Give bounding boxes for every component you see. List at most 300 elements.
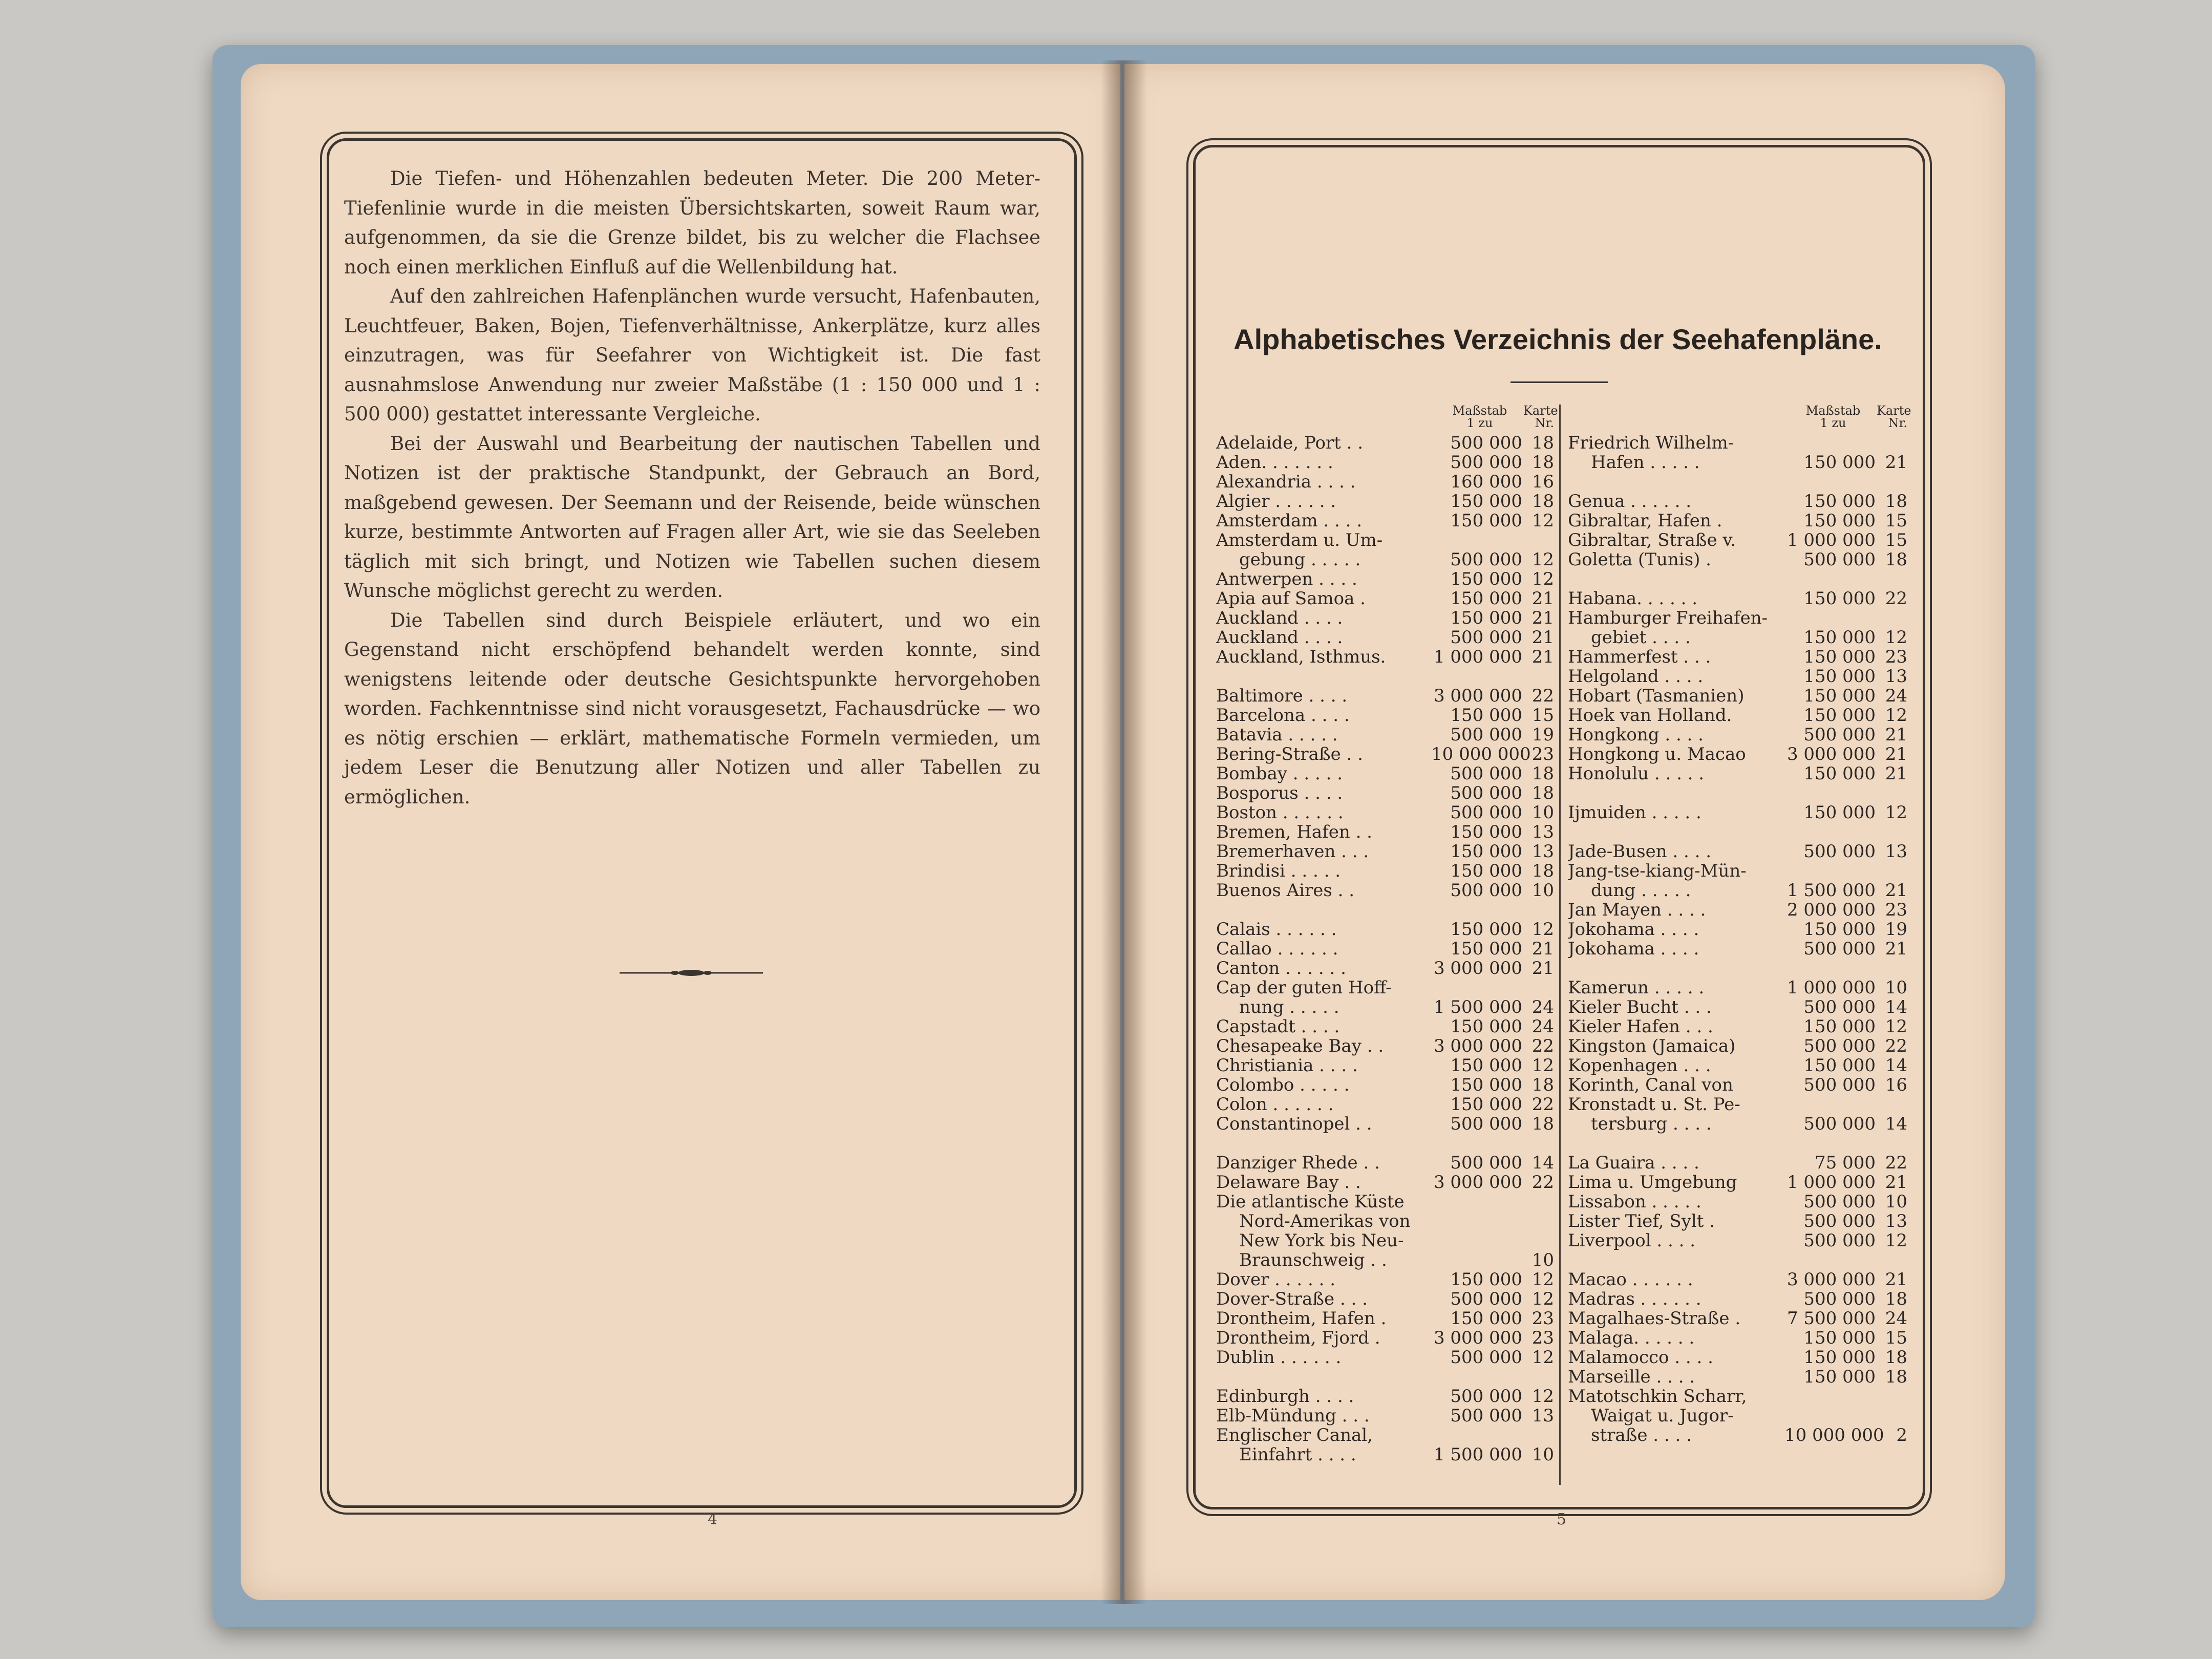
scale-value: 500 000 xyxy=(1450,549,1522,570)
map-number: 12 xyxy=(1885,802,1907,823)
title-rule xyxy=(1511,381,1608,383)
map-number: 19 xyxy=(1885,919,1907,940)
index-entry xyxy=(1568,1328,1907,1348)
scale-value: 10 000 000 xyxy=(1784,1425,1884,1445)
map-number: 10 xyxy=(1532,1444,1554,1465)
port-name: Hongkong u. Macao xyxy=(1568,745,1746,764)
index-entry xyxy=(1568,1348,1907,1367)
port-name: Bering-Straße . . xyxy=(1216,745,1363,764)
index-entry xyxy=(1216,628,1554,647)
index-entry xyxy=(1216,745,1554,764)
port-name: Kopenhagen . . . xyxy=(1568,1056,1711,1075)
index-entry xyxy=(1216,997,1554,1017)
scale-value: 500 000 xyxy=(1450,783,1522,803)
map-number: 18 xyxy=(1885,549,1907,570)
index-entry xyxy=(1568,433,1907,453)
map-number: 18 xyxy=(1532,861,1554,881)
port-name: Boston . . . . . . xyxy=(1216,803,1344,822)
map-number: 21 xyxy=(1885,1269,1907,1290)
index-entry xyxy=(1568,589,1907,608)
map-number: 12 xyxy=(1532,1347,1554,1368)
map-number: 12 xyxy=(1885,627,1907,648)
column-header xyxy=(1216,403,1558,433)
index-entry xyxy=(1216,1114,1554,1134)
scale-value: 1 000 000 xyxy=(1433,647,1522,667)
port-name: Antwerpen . . . . xyxy=(1216,569,1357,589)
map-number: 18 xyxy=(1885,1367,1907,1387)
map-number: 12 xyxy=(1532,1055,1554,1076)
scale-value: 150 000 xyxy=(1450,822,1522,842)
port-name: Lima u. Umgebung xyxy=(1568,1173,1737,1192)
port-name: Hamburger Freihafen- xyxy=(1568,608,1768,628)
book-spine xyxy=(1101,60,1147,1604)
map-number: 14 xyxy=(1885,1114,1907,1134)
intro-paragraph: Auf den zahlreichen Hafenplänchen wurde versucht, Hafenbauten, Leuchtfeuer, Baken, Bojen, Tiefenverhältnisse, Ankerplätze, kurz alles einzutragen, was für Seefahrer von Wichtigkeit ist. Die fast ausnahmslose Anwendung nur zweier Maßstäbe (1 : 150 000 und 1 : 500 000) gestattet interessante Vergleiche. xyxy=(344,285,1040,425)
port-name: Waigat u. Jugor- xyxy=(1591,1406,1734,1426)
scale-value: 150 000 xyxy=(1450,919,1522,940)
scale-value: 150 000 xyxy=(1803,1055,1876,1076)
port-name: Danziger Rhede . . xyxy=(1216,1153,1380,1173)
index-entry xyxy=(1568,978,1907,997)
port-name: Lissabon . . . . . xyxy=(1568,1192,1701,1211)
index-entry xyxy=(1216,881,1554,900)
map-number: 18 xyxy=(1532,433,1554,453)
scale-value: 500 000 xyxy=(1450,880,1522,901)
index-entry xyxy=(1216,1231,1554,1250)
map-number: 10 xyxy=(1885,1192,1907,1212)
index-entry xyxy=(1568,1056,1907,1075)
index-entry xyxy=(1216,1348,1554,1367)
index-entry xyxy=(1568,453,1907,472)
scale-value: 150 000 xyxy=(1803,1328,1876,1348)
index-entry xyxy=(1216,803,1554,822)
scale-value: 1 000 000 xyxy=(1786,1172,1876,1193)
index-entry xyxy=(1568,1289,1907,1309)
port-name: Canton . . . . . . xyxy=(1216,959,1346,978)
index-entry xyxy=(1216,608,1554,628)
scale-value: 150 000 xyxy=(1450,1308,1522,1329)
scale-value: 150 000 xyxy=(1450,511,1522,531)
scale-value: 150 000 xyxy=(1803,666,1876,687)
map-number: 14 xyxy=(1532,1153,1554,1173)
index-entry xyxy=(1216,1289,1554,1309)
index-entry xyxy=(1216,861,1554,881)
port-name: gebung . . . . . xyxy=(1239,550,1361,569)
scale-value: 150 000 xyxy=(1803,452,1876,473)
index-entry xyxy=(1568,686,1907,706)
index-entry xyxy=(1216,453,1554,472)
map-number: 18 xyxy=(1532,491,1554,512)
port-name: Hobart (Tasmanien) xyxy=(1568,686,1745,706)
scale-value: 1 500 000 xyxy=(1433,1444,1522,1465)
scale-value: 150 000 xyxy=(1450,841,1522,862)
scale-value: 150 000 xyxy=(1450,588,1522,609)
index-entry xyxy=(1568,667,1907,686)
index-entry xyxy=(1216,725,1554,745)
index-rows xyxy=(1568,433,1907,1445)
scale-value: 500 000 xyxy=(1450,725,1522,745)
map-number: 12 xyxy=(1885,1230,1907,1251)
port-name: Hammerfest . . . xyxy=(1568,647,1711,667)
index-column-right xyxy=(1568,403,1911,1445)
index-entry xyxy=(1216,842,1554,861)
map-number: 22 xyxy=(1885,1036,1907,1056)
index-entry xyxy=(1568,706,1907,725)
port-name: Auckland . . . . xyxy=(1216,628,1343,647)
scale-header: Maßstab xyxy=(1805,403,1861,418)
scale-value: 500 000 xyxy=(1450,1406,1522,1426)
scale-value: 500 000 xyxy=(1450,1114,1522,1134)
scale-value: 150 000 xyxy=(1803,763,1876,784)
port-name: Marseille . . . . xyxy=(1568,1367,1695,1387)
index-entry xyxy=(1568,550,1907,569)
port-name: Cap der guten Hoff- xyxy=(1216,978,1392,997)
index-entry xyxy=(1216,1328,1554,1348)
map-number: 13 xyxy=(1885,666,1907,687)
index-entry xyxy=(1216,1250,1554,1270)
port-name: tersburg . . . . xyxy=(1591,1114,1712,1134)
scale-value: 7 500 000 xyxy=(1786,1308,1876,1329)
port-name: Macao . . . . . . xyxy=(1568,1270,1693,1289)
scale-value: 1 000 000 xyxy=(1786,530,1876,550)
map-number: 18 xyxy=(1532,763,1554,784)
map-number: 21 xyxy=(1885,880,1907,901)
port-name: Adelaide, Port . . xyxy=(1216,433,1364,453)
port-name: Gibraltar, Straße v. xyxy=(1568,530,1736,550)
port-name: Edinburgh . . . . xyxy=(1216,1387,1354,1406)
port-name: Matotschkin Scharr, xyxy=(1568,1387,1747,1406)
map-number: 18 xyxy=(1885,1289,1907,1309)
scale-value: 3 000 000 xyxy=(1433,686,1522,706)
index-entry xyxy=(1216,978,1554,997)
intro-paragraph: Die Tabellen sind durch Beispiele erläutert, und wo ein Gegenstand nicht erschöpfend behandelt werden konnte, sind wenigstens leitende oder deutsche Gesichtspunkte hervorgehoben worden. Fachkenntnisse sind nicht vorausgesetzt, Fachausdrücke — wo es nötig erschien — erklärt, mathematische Formeln vermieden, um jedem Leser die Benutzung aller Notizen und aller Tabellen zu ermöglichen. xyxy=(344,609,1040,808)
index-entry xyxy=(1216,822,1554,842)
scale-value: 150 000 xyxy=(1803,686,1876,706)
map-number: 12 xyxy=(1532,1386,1554,1407)
map-number: 21 xyxy=(1532,608,1554,628)
scale-value: 500 000 xyxy=(1803,1192,1876,1212)
map-number: 18 xyxy=(1532,1114,1554,1134)
port-name: Barcelona . . . . xyxy=(1216,706,1350,725)
map-number: 23 xyxy=(1885,647,1907,667)
map-number: 16 xyxy=(1532,472,1554,492)
map-number: 24 xyxy=(1885,686,1907,706)
index-entry xyxy=(1568,881,1907,900)
index-entry xyxy=(1568,1075,1907,1095)
scale-value: 500 000 xyxy=(1803,939,1876,959)
map-number: 12 xyxy=(1532,1289,1554,1309)
port-name: Kieler Hafen . . . xyxy=(1568,1017,1713,1036)
index-entry xyxy=(1568,511,1907,530)
scale-value: 500 000 xyxy=(1450,433,1522,453)
port-name: Apia auf Samoa . xyxy=(1216,589,1366,608)
index-entry xyxy=(1568,1231,1907,1250)
map-number: 12 xyxy=(1532,569,1554,589)
column-header xyxy=(1568,403,1911,433)
port-name: Aden. . . . . . . xyxy=(1216,453,1333,472)
scale-value: 500 000 xyxy=(1450,627,1522,648)
port-name: Buenos Aires . . xyxy=(1216,881,1355,900)
map-number: 24 xyxy=(1532,1016,1554,1037)
index-entry xyxy=(1216,1406,1554,1426)
scale-value: 150 000 xyxy=(1450,1269,1522,1290)
port-name: Callao . . . . . . xyxy=(1216,939,1338,959)
scale-header: Maßstab xyxy=(1452,403,1507,418)
scale-value: 500 000 xyxy=(1450,1347,1522,1368)
map-number: 23 xyxy=(1532,1308,1554,1329)
port-name: Jokohama . . . . xyxy=(1568,939,1699,959)
scale-value: 150 000 xyxy=(1450,1055,1522,1076)
port-name: Brindisi . . . . . xyxy=(1216,861,1341,881)
intro-paragraph: Die Tiefen- und Höhenzahlen bedeuten Meter. Die 200 Meter-Tiefenlinie wurde in die meisten Übersichtskarten, soweit Raum war, aufgenommen, da sie die Grenze bildet, bis zu welcher die Flachsee noch einen merklichen Einfluß auf die Wellenbildung hat. xyxy=(344,167,1040,278)
port-name: Korinth, Canal von xyxy=(1568,1075,1733,1095)
port-name: Dublin . . . . . . xyxy=(1216,1348,1342,1367)
port-name: nung . . . . . xyxy=(1239,997,1339,1017)
port-name: Helgoland . . . . xyxy=(1568,667,1704,686)
page-number-left: 4 xyxy=(708,1511,718,1528)
port-name: Madras . . . . . . xyxy=(1568,1289,1701,1309)
port-name: dung . . . . . xyxy=(1591,881,1691,900)
map-number: 12 xyxy=(1885,1016,1907,1037)
port-name: Bremen, Hafen . . xyxy=(1216,822,1372,842)
port-name: Drontheim, Hafen . xyxy=(1216,1309,1387,1328)
port-name: Malamocco . . . . xyxy=(1568,1348,1713,1367)
index-entry xyxy=(1216,589,1554,608)
index-entry xyxy=(1568,530,1907,550)
index-entry xyxy=(1216,1056,1554,1075)
map-number: 24 xyxy=(1885,1308,1907,1329)
index-entry xyxy=(1568,628,1907,647)
map-number: 15 xyxy=(1885,530,1907,550)
port-name: Hafen . . . . . xyxy=(1591,453,1700,472)
scale-value: 500 000 xyxy=(1450,802,1522,823)
port-name: Hongkong . . . . xyxy=(1568,725,1704,745)
scale-value: 150 000 xyxy=(1450,861,1522,881)
map-number: 2 xyxy=(1896,1425,1907,1445)
map-number: 21 xyxy=(1532,939,1554,959)
port-name: Friedrich Wilhelm- xyxy=(1568,433,1734,453)
scale-value: 500 000 xyxy=(1803,725,1876,745)
index-entry xyxy=(1216,783,1554,803)
scale-value: 10 000 000 xyxy=(1431,744,1531,764)
port-name: Englischer Canal, xyxy=(1216,1426,1373,1445)
port-name: Batavia . . . . . xyxy=(1216,725,1338,745)
index-entry xyxy=(1568,1270,1907,1289)
scale-value: 150 000 xyxy=(1450,569,1522,589)
scale-value: 150 000 xyxy=(1450,939,1522,959)
port-name: Dover . . . . . . xyxy=(1216,1270,1336,1289)
index-entry xyxy=(1568,608,1907,628)
scale-subheader: 1 zu xyxy=(1820,416,1846,430)
index-entry xyxy=(1216,530,1554,550)
scale-value: 150 000 xyxy=(1803,802,1876,823)
map-number: 21 xyxy=(1885,725,1907,745)
port-name: Auckland . . . . xyxy=(1216,608,1343,628)
map-number: 21 xyxy=(1885,1172,1907,1193)
index-entry xyxy=(1216,569,1554,589)
scale-value: 500 000 xyxy=(1450,452,1522,473)
map-number: 22 xyxy=(1885,588,1907,609)
port-name: Jade-Busen . . . . xyxy=(1568,842,1712,861)
scale-value: 1 500 000 xyxy=(1786,880,1876,901)
port-name: Constantinopel . . xyxy=(1216,1114,1372,1134)
map-number: 21 xyxy=(1885,452,1907,473)
scale-value: 150 000 xyxy=(1803,919,1876,940)
port-name: Colon . . . . . . xyxy=(1216,1095,1334,1114)
index-entry xyxy=(1568,745,1907,764)
port-name: Die atlantische Küste xyxy=(1216,1192,1405,1211)
map-number: 13 xyxy=(1532,1406,1554,1426)
map-number: 15 xyxy=(1532,705,1554,726)
map-number: 12 xyxy=(1532,1269,1554,1290)
scale-value: 500 000 xyxy=(1803,1036,1876,1056)
scale-value: 150 000 xyxy=(1450,705,1522,726)
map-number: 15 xyxy=(1885,1328,1907,1348)
port-name: Kieler Bucht . . . xyxy=(1568,997,1712,1017)
map-number: 21 xyxy=(1885,763,1907,784)
map-number: 21 xyxy=(1532,647,1554,667)
map-number: 10 xyxy=(1885,977,1907,998)
index-entry xyxy=(1216,959,1554,978)
index-entry xyxy=(1216,1036,1554,1056)
scale-value: 2 000 000 xyxy=(1786,900,1876,920)
index-entry xyxy=(1568,1095,1907,1114)
index-entry xyxy=(1216,706,1554,725)
index-entry xyxy=(1568,1153,1907,1173)
map-subheader: Nr. xyxy=(1888,416,1907,430)
port-name: Jang-tse-kiang-Mün- xyxy=(1568,861,1747,881)
port-name: Christiania . . . . xyxy=(1216,1056,1358,1075)
scale-value: 500 000 xyxy=(1803,841,1876,862)
port-name: Genua . . . . . . xyxy=(1568,492,1692,511)
map-number: 12 xyxy=(1885,705,1907,726)
index-entry xyxy=(1568,1173,1907,1192)
map-number: 13 xyxy=(1532,841,1554,862)
index-entry xyxy=(1568,764,1907,783)
index-entry xyxy=(1216,1017,1554,1036)
scale-value: 150 000 xyxy=(1803,647,1876,667)
scale-value: 500 000 xyxy=(1450,1386,1522,1407)
scale-value: 150 000 xyxy=(1803,588,1876,609)
map-number: 22 xyxy=(1532,1172,1554,1193)
port-name: Lister Tief, Sylt . xyxy=(1568,1211,1715,1231)
map-number: 21 xyxy=(1532,627,1554,648)
port-name: Calais . . . . . . xyxy=(1216,920,1337,939)
map-number: 16 xyxy=(1885,1075,1907,1095)
index-entry xyxy=(1216,1075,1554,1095)
index-entry xyxy=(1216,1445,1554,1464)
port-name: Amsterdam . . . . xyxy=(1216,511,1363,530)
index-entry xyxy=(1568,1406,1907,1426)
index-entry xyxy=(1216,1211,1554,1231)
index-entry xyxy=(1216,433,1554,453)
index-entry xyxy=(1568,1387,1907,1406)
map-number: 22 xyxy=(1885,1153,1907,1173)
map-subheader: Nr. xyxy=(1535,416,1554,430)
port-name: Drontheim, Fjord . xyxy=(1216,1328,1380,1348)
scale-value: 75 000 xyxy=(1815,1153,1876,1173)
map-number: 10 xyxy=(1532,802,1554,823)
scale-value: 150 000 xyxy=(1450,1016,1522,1037)
scale-value: 500 000 xyxy=(1803,1289,1876,1309)
index-entry xyxy=(1568,647,1907,667)
port-name: New York bis Neu- xyxy=(1239,1231,1404,1250)
map-number: 21 xyxy=(1885,744,1907,764)
index-entry xyxy=(1216,939,1554,959)
index-entry xyxy=(1216,472,1554,492)
scale-value: 150 000 xyxy=(1450,1075,1522,1095)
index-entry xyxy=(1216,1270,1554,1289)
port-name: Kronstadt u. St. Pe- xyxy=(1568,1095,1740,1114)
scale-value: 150 000 xyxy=(1803,491,1876,512)
port-name: Jokohama . . . . xyxy=(1568,920,1699,939)
column-divider xyxy=(1559,405,1561,1485)
map-number: 21 xyxy=(1532,588,1554,609)
index-entry xyxy=(1568,1426,1907,1445)
scale-value: 160 000 xyxy=(1450,472,1522,492)
index-entry xyxy=(1216,647,1554,667)
port-name: Bombay . . . . . xyxy=(1216,764,1343,783)
scale-value: 500 000 xyxy=(1450,763,1522,784)
index-entry xyxy=(1216,1426,1554,1445)
index-entry xyxy=(1568,1309,1907,1328)
index-entry xyxy=(1568,725,1907,745)
index-entry xyxy=(1216,1387,1554,1406)
scale-subheader: 1 zu xyxy=(1466,416,1493,430)
map-number: 23 xyxy=(1532,1328,1554,1348)
port-name: Jan Mayen . . . . xyxy=(1568,900,1706,920)
map-number: 10 xyxy=(1532,880,1554,901)
scale-value: 500 000 xyxy=(1803,549,1876,570)
index-rows xyxy=(1216,433,1554,1464)
page-number-right: 5 xyxy=(1557,1511,1567,1528)
port-name: Magalhaes-Straße . xyxy=(1568,1309,1741,1328)
port-name: Habana. . . . . . xyxy=(1568,589,1698,608)
index-entry xyxy=(1216,920,1554,939)
scale-value: 150 000 xyxy=(1803,627,1876,648)
port-name: Braunschweig . . xyxy=(1239,1250,1387,1270)
port-name: Honolulu . . . . . xyxy=(1568,764,1705,783)
index-entry xyxy=(1216,764,1554,783)
port-name: straße . . . . xyxy=(1591,1426,1692,1445)
index-entry xyxy=(1568,920,1907,939)
map-number: 23 xyxy=(1885,900,1907,920)
port-name: Gibraltar, Hafen . xyxy=(1568,511,1722,530)
map-number: 18 xyxy=(1532,1075,1554,1095)
index-entry xyxy=(1216,1192,1554,1211)
scale-value: 500 000 xyxy=(1803,1075,1876,1095)
index-entry xyxy=(1216,550,1554,569)
index-entry xyxy=(1568,1036,1907,1056)
scale-value: 1 500 000 xyxy=(1433,997,1522,1017)
map-number: 21 xyxy=(1885,939,1907,959)
scale-value: 500 000 xyxy=(1450,1153,1522,1173)
map-number: 12 xyxy=(1532,511,1554,531)
map-header: Karte xyxy=(1523,403,1558,418)
map-header: Karte xyxy=(1877,403,1911,418)
map-number: 12 xyxy=(1532,549,1554,570)
index-entry xyxy=(1568,1211,1907,1231)
map-number: 18 xyxy=(1885,1347,1907,1368)
map-number: 18 xyxy=(1532,452,1554,473)
scale-value: 150 000 xyxy=(1803,511,1876,531)
port-name: Baltimore . . . . xyxy=(1216,686,1348,706)
port-name: Algier . . . . . . xyxy=(1216,492,1336,511)
scale-value: 500 000 xyxy=(1450,1289,1522,1309)
scale-value: 3 000 000 xyxy=(1433,1036,1522,1056)
scale-value: 500 000 xyxy=(1803,1211,1876,1231)
scale-value: 150 000 xyxy=(1803,705,1876,726)
